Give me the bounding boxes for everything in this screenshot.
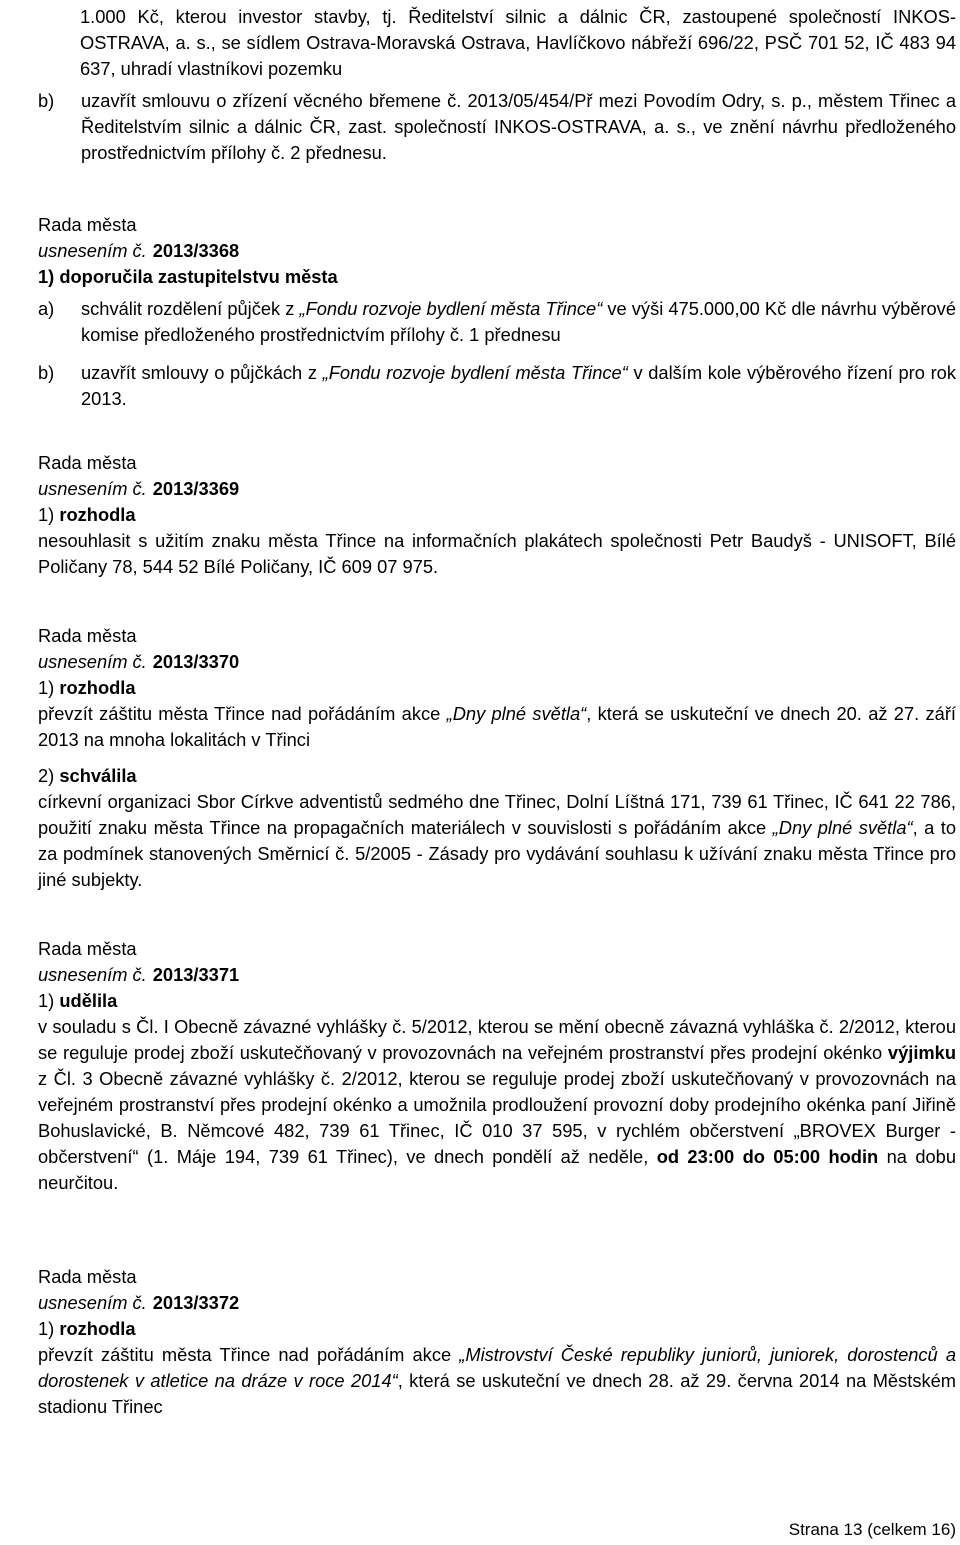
resolution-number: usnesením č. 2013/3369 [38,478,240,499]
council-label: Rada města [38,625,137,646]
item-label: b) [38,90,55,111]
item-text: uzavřít smlouvy o půjčkách z „Fondu rozvoje bydlení města Třince“ v dalším kole výběrového řízení pro rok 2013. [81,362,956,409]
council-label: Rada města [38,452,137,473]
council-label: Rada města [38,1266,137,1287]
page-footer: Strana 13 (celkem 16) [788,1520,956,1539]
resolution-3368 [38,212,956,412]
resolution-3371 [38,936,956,1196]
item-label: a) [38,298,55,319]
resolution-point: 1) rozhodla [38,677,136,698]
council-label: Rada města [38,214,137,235]
top-section [38,4,956,166]
resolution-point: 1) rozhodla [38,1318,136,1339]
resolution-text: církevní organizaci Sbor Církve adventistů sedmého dne Třinec, Dolní Líštná 171, 739 61 Třinec, IČ 641 22 786, použití znaku města Třince na propagačních materiálech v souvislosti s pořádáním akce „Dny plné světla“, a to za podmínek stanovených Směrnicí č. 5/2005 - Zásady pro vydávání souhlasu k užívání znaku města Třince pro jiné subjekty. [38,791,957,890]
item-b [38,360,956,412]
top-item-b [38,88,956,166]
resolution-text: nesouhlasit s užitím znaku města Třince na informačních plakátech společnosti Petr Baudyš - UNISOFT, Bílé Poličany 78, 544 52 Bílé Poličany, IČ 609 07 975. [38,530,956,577]
resolution-text: převzít záštitu města Třince nad pořádáním akce „Mistrovství České republiky juniorů, juniorek, dorostenců a dorostenek v atletice na dráze v roce 2014“, která se uskuteční ve dnech 28. až 29. června 2014 na Městském stadionu Třinec [38,1344,957,1417]
resolution-number: usnesením č. 2013/3371 [38,964,240,985]
resolution-3370 [38,623,956,893]
item-text: schválit rozdělení půjček z „Fondu rozvoje bydlení města Třince“ ve výši 475.000,00 Kč dle návrhu výběrové komise předloženého prostřednictvím přílohy č. 1 přednesu [81,298,956,345]
resolution-number: usnesením č. 2013/3370 [38,651,240,672]
council-label: Rada města [38,938,137,959]
resolution-text: v souladu s Čl. I Obecně závazné vyhlášky č. 5/2012, kterou se mění obecně závazná vyhláška č. 2/2012, kterou se reguluje prodej zboží uskutečňovaný v provozovnách na veřejném prostranství přes prodejní okénko výjimku z Čl. 3 Obecně závazné vyhlášky č. 2/2012, kterou se reguluje prodej zboží uskutečňovaný v provozovnách na veřejném prostranství přes prodejní okénko a umožnila prodloužení provozní doby prodejního okénka paní Jiřině Bohuslavické, B. Němcové 482, 739 61 Třinec, IČ 010 37 595, v rychlém občerstvení „BROVEX Burger - občerstvení“ (1. Máje 194, 739 61 Třinec), ve dnech pondělí až neděle, od 23:00 do 05:00 hodin na dobu neurčitou. [38,1016,957,1193]
resolution-number: usnesením č. 2013/3368 [38,240,240,261]
resolution-point: 1) doporučila zastupitelstvu města [38,266,338,287]
resolution-point: 2) schválila [38,765,137,786]
item-label: b) [38,362,55,383]
resolution-3372 [38,1264,956,1420]
resolution-point: 1) rozhodla [38,504,136,525]
resolution-number: usnesením č. 2013/3372 [38,1292,240,1313]
resolution-3369 [38,450,956,580]
top-paragraph: 1.000 Kč, kterou investor stavby, tj. Ředitelství silnic a dálnic ČR, zastoupené společností INKOS-OSTRAVA, a. s., se sídlem Ostrava-Moravská Ostrava, Havlíčkovo nábřeží 696/22, PSČ 701 52, IČ 483 94 637, uhradí vlastníkovi pozemku [80,6,956,79]
item-text: uzavřít smlouvu o zřízení věcného břemene č. 2013/05/454/Př mezi Povodím Odry, s. p., městem Třinec a Ředitelstvím silnic a dálnic ČR, zast. společností INKOS-OSTRAVA, a. s., ve znění návrhu předloženého prostřednictvím přílohy č. 2 přednesu. [81,90,956,163]
resolution-point: 1) udělila [38,990,118,1011]
resolution-text: převzít záštitu města Třince nad pořádáním akce „Dny plné světla“, která se uskuteční ve dnech 20. až 27. září 2013 na mnoha lokalitách v Třinci [38,703,956,750]
item-a [38,296,956,348]
